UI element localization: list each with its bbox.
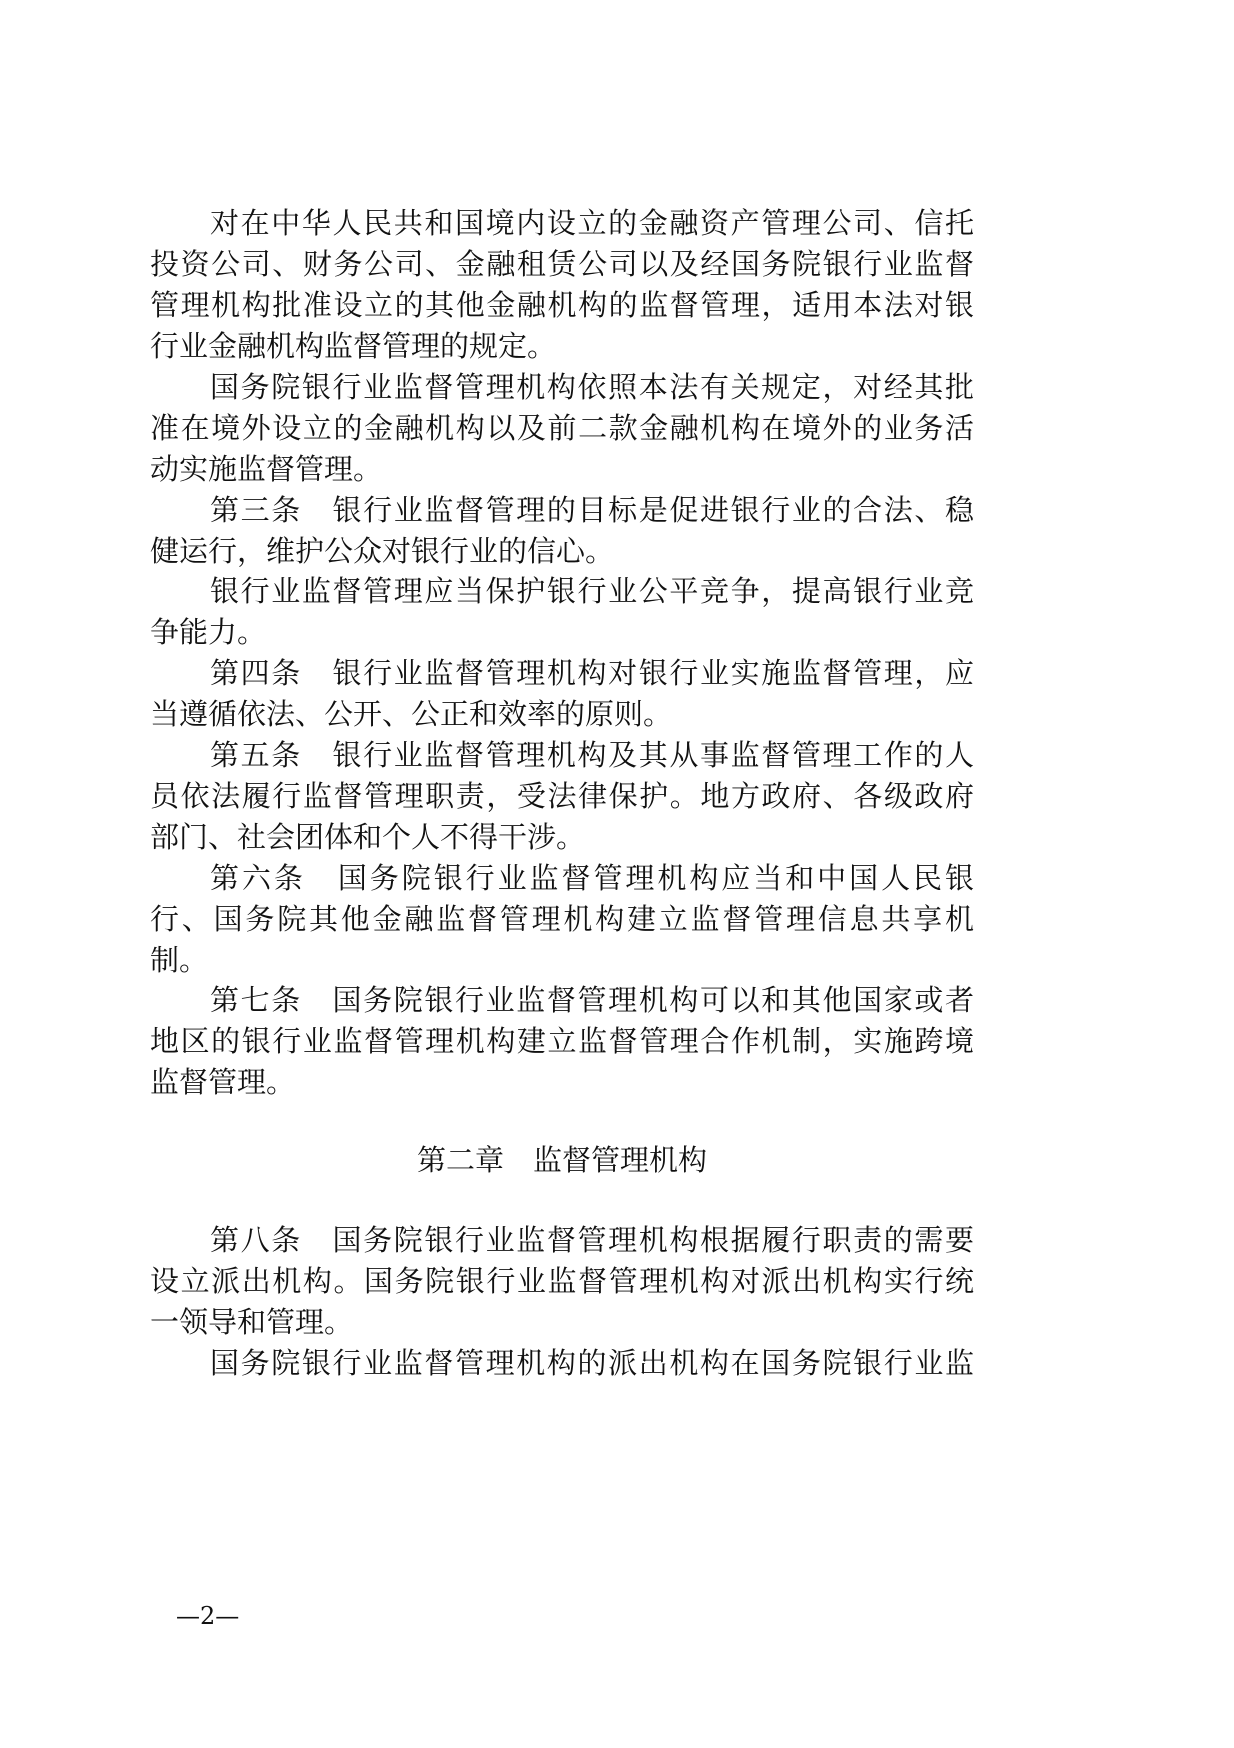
paragraph-line: 国务院银行业监督管理机构的派出机构在国务院银行业监: [210, 1346, 974, 1380]
article-6-line: 第六条 国务院银行业监督管理机构应当和中国人民银: [210, 861, 974, 895]
article-5-line: 第五条 银行业监督管理机构及其从事监督管理工作的人: [210, 738, 974, 772]
chapter-heading: 第二章 监督管理机构: [416, 1143, 707, 1177]
paragraph-line: 银行业监督管理应当保护银行业公平竞争，提高银行业竞: [210, 574, 974, 608]
paragraph-line: 地区的银行业监督管理机构建立监督管理合作机制，实施跨境: [150, 1024, 974, 1058]
paragraph-line: 投资公司、财务公司、金融租赁公司以及经国务院银行业监督: [150, 247, 974, 281]
paragraph-line: 一领导和管理。: [150, 1305, 354, 1339]
article-8-line: 第八条 国务院银行业监督管理机构根据履行职责的需要: [210, 1223, 974, 1257]
paragraph-line: 制。: [150, 943, 209, 977]
paragraph-line: 设立派出机构。国务院银行业监督管理机构对派出机构实行统: [150, 1264, 974, 1298]
paragraph-line: 动实施监督管理。: [150, 452, 383, 486]
paragraph-line: 员依法履行监督管理职责，受法律保护。地方政府、各级政府: [150, 779, 974, 813]
paragraph-line: 健运行，维护公众对银行业的信心。: [150, 534, 615, 568]
paragraph-line: 当遵循依法、公开、公正和效率的原则。: [150, 697, 673, 731]
paragraph-line: 对在中华人民共和国境内设立的金融资产管理公司、信托: [210, 206, 974, 240]
paragraph-line: 管理机构批准设立的其他金融机构的监督管理，适用本法对银: [150, 288, 974, 322]
paragraph-line: 国务院银行业监督管理机构依照本法有关规定，对经其批: [210, 370, 974, 404]
paragraph-line: 监督管理。: [150, 1065, 296, 1099]
article-7-line: 第七条 国务院银行业监督管理机构可以和其他国家或者: [210, 983, 974, 1017]
paragraph-line: 行、国务院其他金融监督管理机构建立监督管理信息共享机: [150, 902, 974, 936]
paragraph-line: 行业金融机构监督管理的规定。: [150, 329, 557, 363]
paragraph-line: 争能力。: [150, 615, 267, 649]
article-3-line: 第三条 银行业监督管理的目标是促进银行业的合法、稳: [210, 493, 974, 527]
article-4-line: 第四条 银行业监督管理机构对银行业实施监督管理，应: [210, 656, 974, 690]
page-number: —2—: [176, 1602, 240, 1630]
paragraph-line: 部门、社会团体和个人不得干涉。: [150, 820, 586, 854]
paragraph-line: 准在境外设立的金融机构以及前二款金融机构在境外的业务活: [150, 411, 974, 445]
